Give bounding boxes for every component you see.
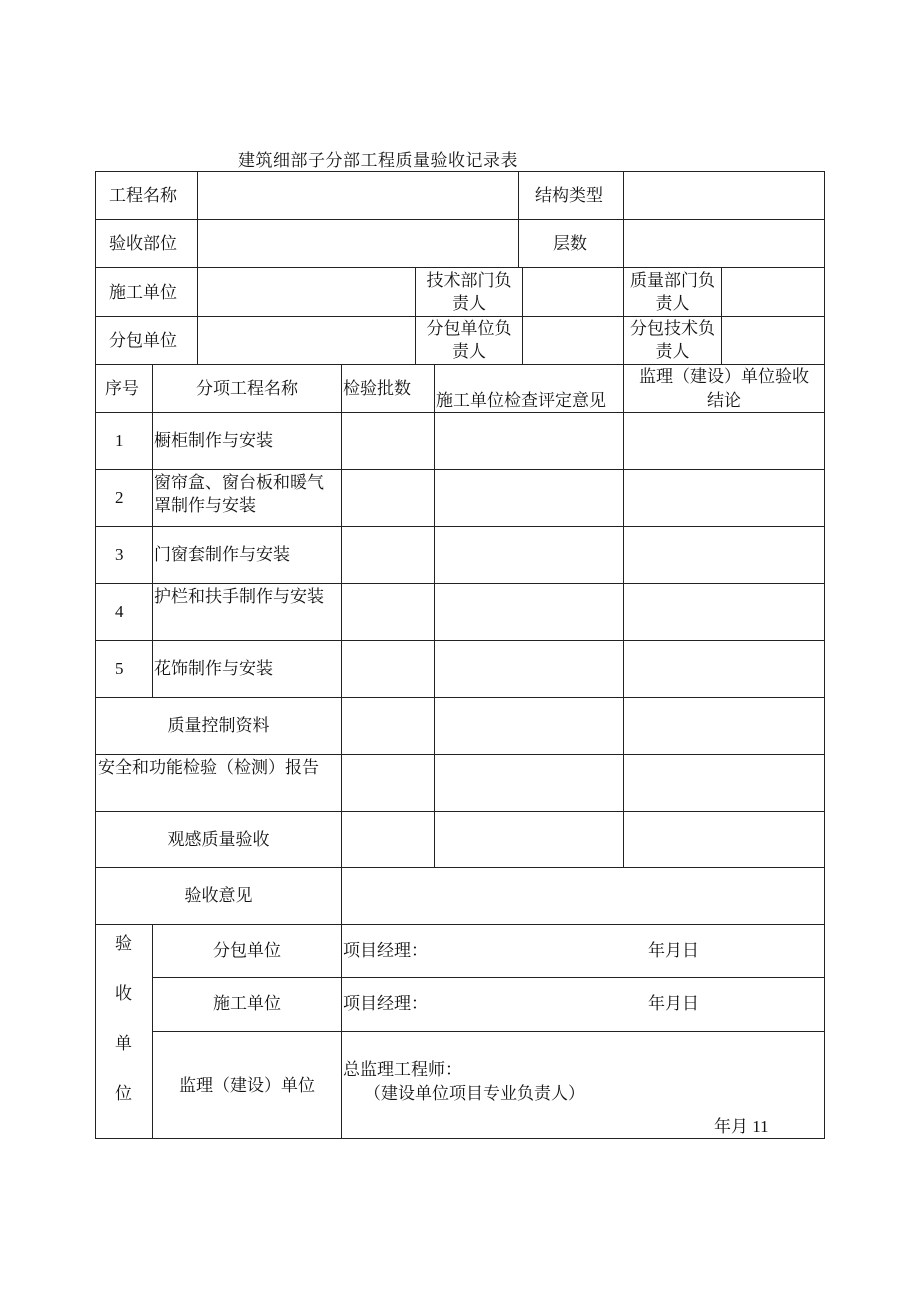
item-no: 5 xyxy=(115,659,124,678)
tech-dept-head-label: 技术部门负 xyxy=(426,271,512,290)
project-name-label: 工程名称 xyxy=(109,186,177,205)
quality-control-label: 质量控制资料 xyxy=(167,716,270,735)
side-label-char: 位 xyxy=(115,1084,132,1103)
sub-unit-sign-label: 分包单位 xyxy=(213,941,281,960)
side-label-char: 验 xyxy=(115,934,132,953)
supervisor-conclusion-header: 监理（建设）单位验收 xyxy=(639,367,809,386)
construction-unit-sign-label: 施工单位 xyxy=(213,994,281,1013)
date-label: 年月日 xyxy=(648,941,699,960)
owner-rep-label: （建设单位项目专业负责人） xyxy=(364,1084,585,1103)
supervisor-unit-sign-label: 监理（建设）单位 xyxy=(179,1076,315,1095)
floors-label: 层数 xyxy=(553,234,587,253)
quality-dept-head-label-2: 责人 xyxy=(655,294,690,313)
item-no: 3 xyxy=(115,545,124,564)
item-no: 4 xyxy=(115,602,124,621)
item-name: 橱柜制作与安装 xyxy=(154,431,273,450)
supervisor-conclusion-header-2: 结论 xyxy=(707,391,741,410)
item-name: 窗帘盒、窗台板和暖气 xyxy=(154,473,324,492)
item-name: 门窗套制作与安装 xyxy=(154,545,290,564)
side-label-char: 单 xyxy=(115,1034,132,1053)
sub-unit-head-label-2: 责人 xyxy=(452,342,486,361)
final-date-label: 年月 11 xyxy=(714,1117,769,1136)
safety-report-label: 安全和功能检验（检测）报告 xyxy=(98,758,319,777)
side-label-char: 收 xyxy=(115,984,132,1003)
batch-count-header: 检验批数 xyxy=(343,379,411,398)
acceptance-part-label: 验收部位 xyxy=(109,234,177,253)
contractor-opinion-header: 施工单位检查评定意见 xyxy=(436,391,606,410)
structure-type-label: 结构类型 xyxy=(535,186,603,205)
form-title: 建筑细部子分部工程质量验收记录表 xyxy=(238,151,518,170)
tech-dept-head-label-2: 责人 xyxy=(452,294,486,313)
pm-label: 项目经理： xyxy=(343,994,428,1013)
item-no: 2 xyxy=(115,488,124,507)
item-name-header: 分项工程名称 xyxy=(196,379,298,398)
sub-unit-head-label: 分包单位负 xyxy=(426,319,512,338)
seq-header: 序号 xyxy=(105,379,139,398)
pm-label: 项目经理： xyxy=(343,941,428,960)
appearance-label: 观感质量验收 xyxy=(167,830,270,849)
sub-tech-head-label-2: 责人 xyxy=(655,342,690,361)
item-name: 护栏和扶手制作与安装 xyxy=(154,587,324,606)
sub-tech-head-label: 分包技术负 xyxy=(630,319,715,338)
item-no: 1 xyxy=(115,431,124,450)
construction-unit-label: 施工单位 xyxy=(109,283,177,302)
opinion-label: 验收意见 xyxy=(184,886,253,905)
date-label: 年月日 xyxy=(648,994,699,1013)
quality-dept-head-label: 质量部门负 xyxy=(630,271,715,290)
item-name-line-2: 罩制作与安装 xyxy=(154,496,256,515)
subcontract-unit-label: 分包单位 xyxy=(109,331,177,350)
chief-engineer-label: 总监理工程师： xyxy=(343,1060,462,1079)
item-name: 花饰制作与安装 xyxy=(154,659,273,678)
